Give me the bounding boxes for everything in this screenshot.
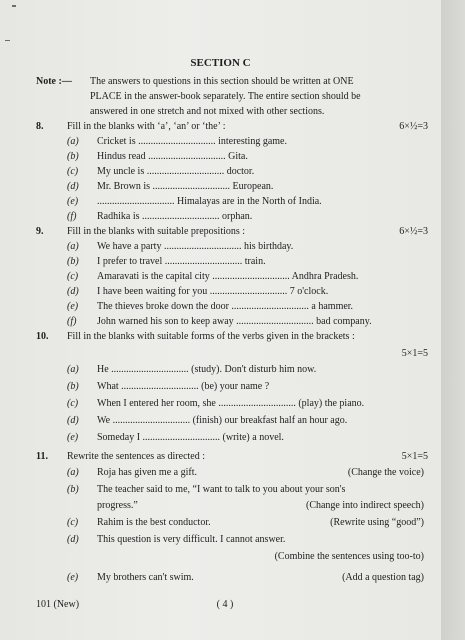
item-label: (e) [67, 432, 79, 443]
item-text: He ............................... (study). Don't disturb him now. [97, 364, 317, 375]
note-label: Note :— [36, 76, 72, 87]
item-label: (b) [67, 151, 79, 162]
item-label: (a) [67, 467, 79, 478]
question-marks: 6×½=3 [399, 121, 428, 132]
item-text: The teacher said to me, “I want to talk to you about your son's [97, 484, 346, 495]
item-text: The thieves broke down the door ............................... a hammer. [97, 301, 354, 312]
item-text: What ............................... (be) your name ? [97, 381, 270, 392]
item-text: I prefer to travel ............................... train. [97, 256, 266, 267]
item-label: (f) [67, 316, 77, 327]
item-text: Radhika is ............................... orphan. [97, 211, 253, 222]
question-number: 8. [36, 121, 44, 132]
item-text: My brothers can't swim. [97, 572, 194, 583]
question-marks: 6×½=3 [399, 226, 428, 237]
item-label: (b) [67, 484, 79, 495]
page-number: ( 4 ) [216, 599, 234, 610]
question-number: 9. [36, 226, 44, 237]
item-label: (a) [67, 364, 79, 375]
item-text-continued: progress.” [97, 500, 138, 511]
item-text: My uncle is ............................... doctor. [97, 166, 255, 177]
item-label: (e) [67, 572, 79, 583]
note-line: answered in one stretch and not mixed with other sections. [90, 106, 325, 117]
scan-mark [5, 40, 10, 41]
item-label: (c) [67, 517, 79, 528]
item-text: We have a party ............................... his birthday. [97, 241, 294, 252]
question-marks: 5×1=5 [401, 348, 428, 359]
paper-code: 101 (New) [36, 599, 80, 610]
item-direction: (Change the voice) [347, 467, 424, 478]
question-number: 11. [36, 451, 48, 462]
section-title: SECTION C [190, 57, 251, 69]
item-text: ............................... Himalayas are in the North of India. [97, 196, 322, 207]
item-label: (f) [67, 211, 77, 222]
item-text: When I entered her room, she ............................... (play) the piano. [97, 398, 365, 409]
item-text: I have been waiting for you ............................... 7 o'clock. [97, 286, 329, 297]
question-text: Fill in the blanks with suitable forms of the verbs given in the brackets : [67, 331, 355, 342]
item-label: (c) [67, 271, 79, 282]
item-text: Rahim is the best conductor. [97, 517, 211, 528]
item-direction: (Change into indirect speech) [305, 500, 424, 511]
page-edge-shadow [441, 0, 465, 640]
question-text: Rewrite the sentences as directed : [67, 451, 205, 462]
item-direction: (Combine the sentences using too-to) [274, 551, 424, 562]
item-text: We ............................... (finish) our breakfast half an hour ago. [97, 415, 348, 426]
item-label: (d) [67, 415, 79, 426]
item-text: Roja has given me a gift. [97, 467, 197, 478]
item-text: John warned his son to keep away ............................... bad company. [97, 316, 372, 327]
item-label: (c) [67, 398, 79, 409]
note-line: PLACE in the answer-book separately. The entire section should be [90, 91, 361, 102]
scan-mark [12, 5, 16, 7]
question-number: 10. [36, 331, 49, 342]
question-text: Fill in the blanks with suitable prepositions : [67, 226, 246, 237]
item-text: Cricket is ............................... interesting game. [97, 136, 287, 147]
item-label: (b) [67, 256, 79, 267]
item-label: (e) [67, 301, 79, 312]
item-text: Someday I ............................... (write) a novel. [97, 432, 284, 443]
item-text: Amaravati is the capital city ............................... Andhra Pradesh. [97, 271, 359, 282]
question-marks: 5×1=5 [401, 451, 428, 462]
note-line: The answers to questions in this section should be written at ONE [90, 76, 354, 87]
item-label: (e) [67, 196, 79, 207]
item-label: (d) [67, 181, 79, 192]
item-label: (d) [67, 286, 79, 297]
item-label: (a) [67, 136, 79, 147]
item-direction: (Add a question tag) [342, 572, 424, 583]
question-text: Fill in the blanks with ‘a’, ‘an’ or ‘the’ : [67, 121, 226, 132]
item-text: Hindus read ............................... Gita. [97, 151, 248, 162]
item-label: (c) [67, 166, 79, 177]
item-label: (d) [67, 534, 79, 545]
item-text: This question is very difficult. I cannot answer. [97, 534, 286, 545]
item-text: Mr. Brown is ............................... European. [97, 181, 274, 192]
item-label: (a) [67, 241, 79, 252]
item-label: (b) [67, 381, 79, 392]
item-direction: (Rewrite using “good”) [330, 517, 424, 528]
